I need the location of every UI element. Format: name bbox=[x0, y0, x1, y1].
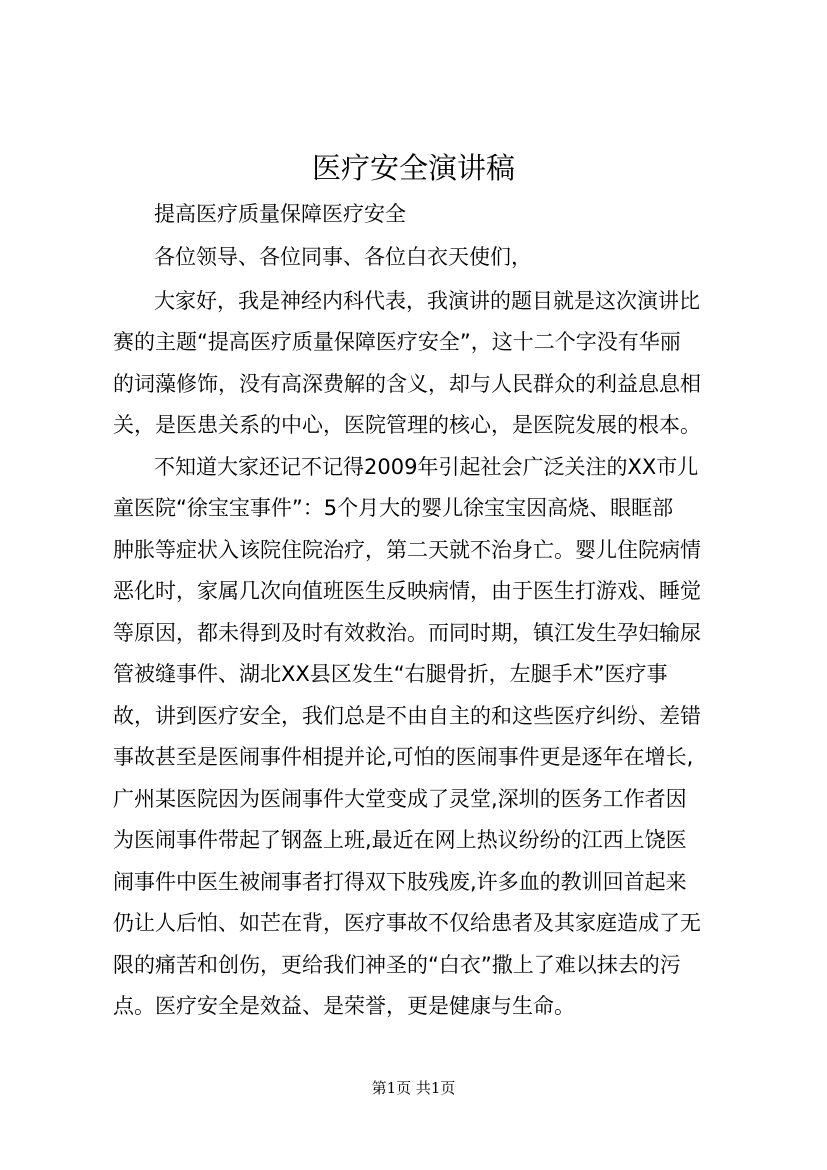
body-line-14: 为医闹事件带起了钢盔上班,最近在网上热议纷纷的江西上饶医 bbox=[113, 828, 687, 852]
body-line-17: 限的痛苦和创伤，更给我们神圣的“白衣”撒上了难以抹去的污 bbox=[113, 953, 681, 977]
subtitle-line: 提高医疗质量保障医疗安全 bbox=[154, 202, 406, 226]
body-line-7: 肿胀等症状入该院住院治疗，第二天就不治身亡。婴儿住院病情 bbox=[113, 538, 701, 562]
body-line-15: 闹事件中医生被闹事者打得双下肢残废,许多血的教训回首起来 bbox=[113, 870, 687, 894]
body-line-16: 仍让人后怕、如芒在背，医疗事故不仅给患者及其家庭造成了无 bbox=[113, 911, 701, 935]
body-line-4: 关，是医患关系的中心，医院管理的核心，是医院发展的根本。 bbox=[113, 413, 701, 437]
body-line-5: 不知道大家还记不记得2009年引起社会广泛关注的XX市儿 bbox=[154, 455, 699, 479]
body-line-6: 童医院“徐宝宝事件”：5个月大的婴儿徐宝宝因高烧、眼眶部 bbox=[113, 496, 674, 520]
document-title: 医疗安全演讲稿 bbox=[311, 151, 515, 185]
body-line-2: 赛的主题“提高医疗质量保障医疗安全”，这十二个字没有华丽 bbox=[113, 330, 681, 354]
page-footer: 第1页 共1页 bbox=[371, 1079, 456, 1097]
body-line-10: 管被缝事件、湖北XX县区发生“右腿骨折，左腿手术”医疗事 bbox=[113, 662, 668, 686]
body-line-12: 事故甚至是医闹事件相提并论,可怕的医闹事件更是逐年在增长, bbox=[113, 745, 694, 769]
body-line-3: 的词藻修饰，没有高深费解的含义，却与人民群众的利益息息相 bbox=[113, 372, 701, 396]
body-line-18: 点。医疗安全是效益、是荣誉，更是健康与生命。 bbox=[113, 994, 575, 1018]
body-line-9: 等原因，都未得到及时有效救治。而同时期，镇江发生孕妇输尿 bbox=[113, 621, 701, 645]
salutation-line: 各位领导、各位同事、各位白衣天使们， bbox=[154, 245, 532, 269]
body-line-1: 大家好，我是神经内科代表，我演讲的题目就是这次演讲比 bbox=[154, 289, 700, 313]
body-line-8: 恶化时，家属几次向值班医生反映病情，由于医生打游戏、睡觉 bbox=[113, 579, 701, 603]
body-line-11: 故，讲到医疗安全，我们总是不由自主的和这些医疗纠纷、差错 bbox=[113, 704, 701, 728]
body-line-13: 广州某医院因为医闹事件大堂变成了灵堂,深圳的医务工作者因 bbox=[113, 787, 687, 811]
